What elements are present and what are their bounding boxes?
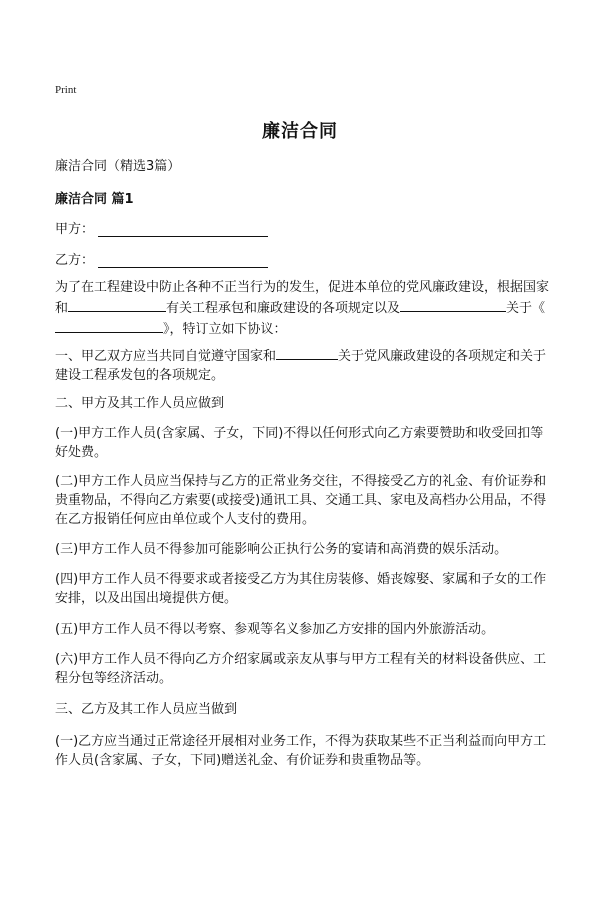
intro-blank-1 [68, 297, 166, 312]
intro-part2: 有关工程承包和廉政建设的各项规定以及 [166, 301, 401, 316]
intro-part4: 》，特订立如下协议： [163, 322, 287, 337]
clause-two-item-5: (五)甲方工作人员不得以考察、参观等名义参加乙方安排的国内外旅游活动。 [55, 622, 495, 637]
intro-part3: 关于《 [506, 301, 546, 316]
clause-one [55, 345, 550, 385]
intro-blank-3 [55, 318, 163, 333]
document-subtitle: 廉洁合同（精选3篇） [55, 159, 181, 174]
clause-three-heading: 三、乙方及其工作人员应当做到 [55, 702, 238, 717]
clause-two-item-6: (六)甲方工作人员不得向乙方介绍家属或亲友从事与甲方工程有关的材料设备供应、工程分包等经济活动。 [55, 652, 547, 686]
intro-paragraph [55, 278, 550, 339]
section-heading: 廉洁合同 篇1 [55, 192, 134, 207]
party-a-blank [98, 221, 268, 237]
intro-blank-2 [400, 297, 506, 312]
clause-one-blank [276, 345, 338, 360]
print-label: Print [55, 84, 77, 96]
clause-two-heading: 二、甲方及其工作人员应做到 [55, 396, 225, 411]
clause-two-item-3: (三)甲方工作人员不得参加可能影响公正执行公务的宴请和高消费的娱乐活动。 [55, 542, 508, 557]
party-b-line [55, 249, 268, 268]
document-title: 廉洁合同 [262, 121, 338, 142]
clause-two-item-2: (二)甲方工作人员应当保持与乙方的正常业务交往，不得接受乙方的礼金、有价证券和贵重物品，不得向乙方索要(或接受)通讯工具、交通工具、家电及高档办公用品，不得在乙方报销任何应由单位或个人支付的费用。 [55, 474, 547, 527]
clause-two-item-1: (一)甲方工作人员(含家属、子女，下同)不得以任何形式向乙方索要赞助和收受回扣等好处费。 [55, 426, 544, 460]
clause-three-item-1: (一)乙方应当通过正常途径开展相对业务工作，不得为获取某些不正当利益而向甲方工作人员(含家属、子女，下同)赠送礼金、有价证券和贵重物品等。 [55, 734, 547, 768]
party-a-line [55, 218, 268, 237]
clause-two-item-4: (四)甲方工作人员不得要求或者接受乙方为其住房装修、婚丧嫁娶、家属和子女的工作安排，以及出国出境提供方便。 [55, 572, 547, 606]
party-b-blank [98, 252, 268, 268]
intro-part1: 为了在工程建设中防止各种不正当行为的发生，促进本单位的党风廉政建设，根据国家和 [55, 280, 550, 316]
party-b-label: 乙方： [55, 253, 95, 268]
clause-one-part1: 一、甲乙双方应当共同自觉遵守国家和 [55, 349, 277, 364]
party-a-label: 甲方： [55, 222, 95, 237]
clause-one-part2: 关于党风廉政建设的各项规定和关于建设工程承发包的各项规定。 [55, 349, 547, 383]
